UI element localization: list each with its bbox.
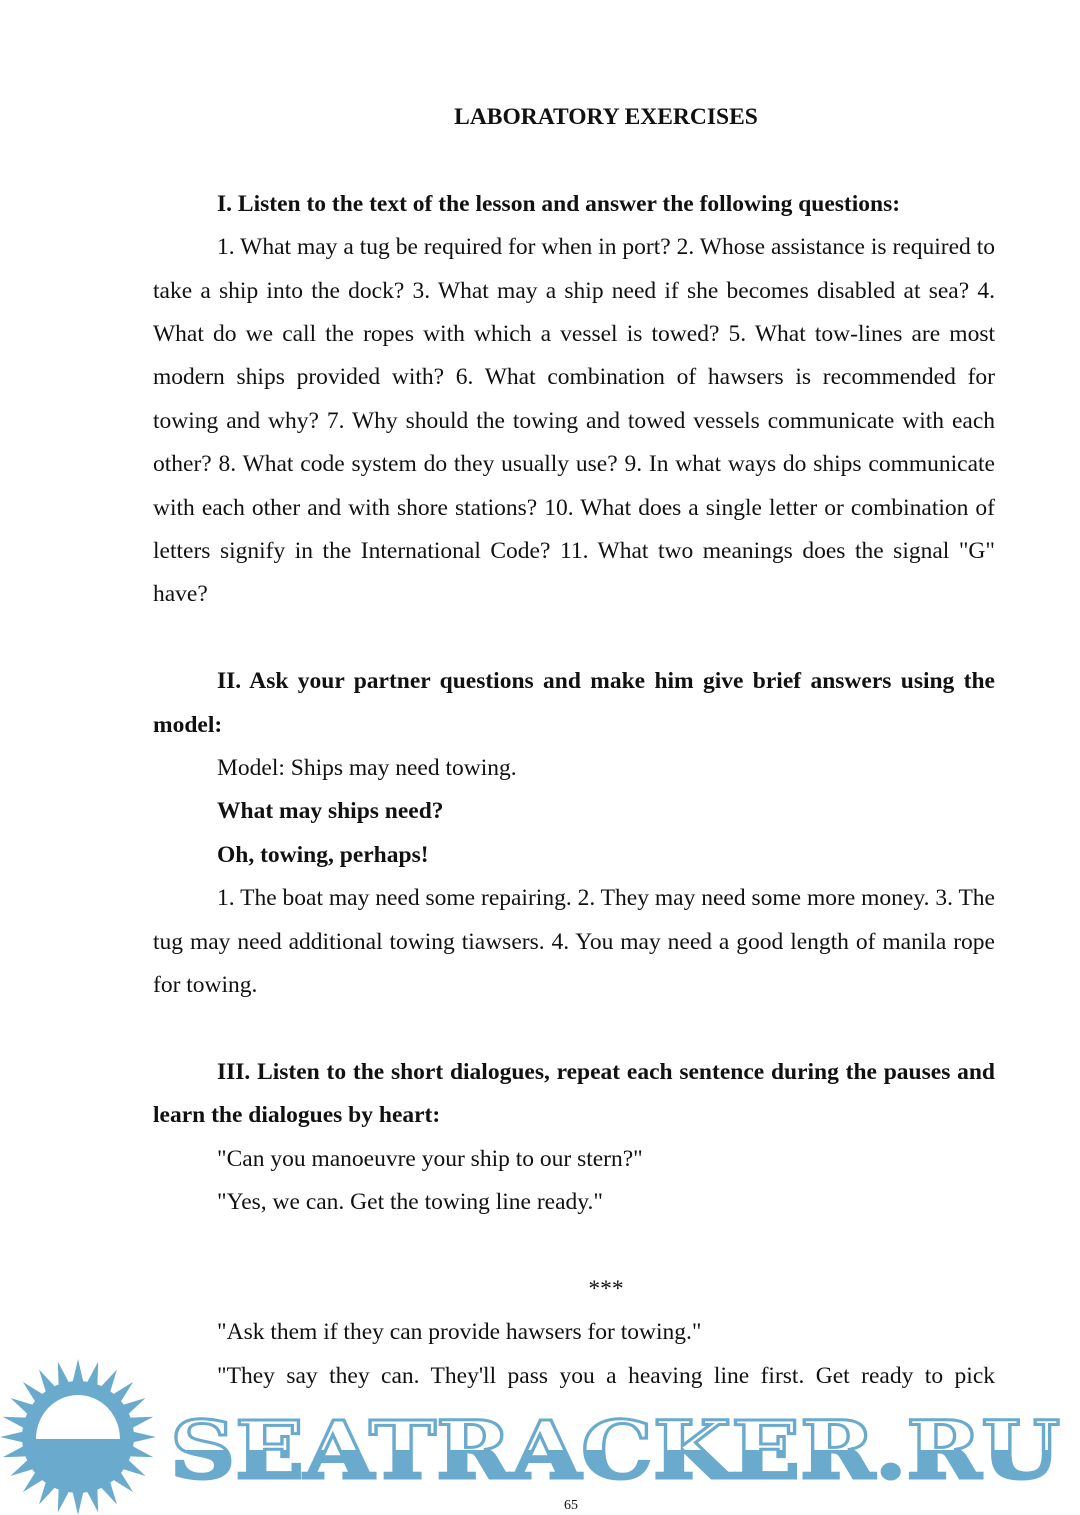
section-1-questions: 1. What may a tug be required for when in port? 2. Whose assistance is required to take a ship into the dock? 3. What may a ship need if she becomes disabled at sea? 4. What do we call the ropes with which a vessel is towed? 5. What tow-lines are most modern ships provided with? 6. What combination of hawsers is recommended for towing and why? 7. Why should the towing and towed vessels communicate with each other? 8. What code system do they usually use? 9. In what ways do ships communicate with each other and with shore stations? 10. What does a single letter or combination of letters signify in the International Code? 11. What two meanings does the signal "G" have? (153, 234, 995, 608)
model-sentence: Model: Ships may need towing. (217, 755, 517, 782)
dialogue-line: "They say they can. They'll pass you a heaving line first. Get ready to pick (217, 1362, 995, 1389)
dialogue-line: "Ask them if they can provide hawsers for towing." (217, 1319, 702, 1346)
section-3-heading: III. Listen to the short dialogues, repeat each sentence during the pauses and learn the dialogues by heart: (153, 1058, 995, 1129)
dialogue-separator: *** (588, 1275, 624, 1302)
page-number: 65 (564, 1498, 578, 1513)
dialogue-line: "Yes, we can. Get the towing line ready." (217, 1189, 603, 1216)
model-question: What may ships need? (217, 798, 444, 825)
seatracker-watermark (0, 1355, 1080, 1515)
document-page (153, 96, 995, 1398)
watermark-text: SEATRACKER.RU (170, 1403, 1060, 1497)
sun-logo-icon (0, 1359, 156, 1515)
section-2-heading: II. Ask your partner questions and make him give brief answers using the model: (153, 668, 995, 738)
model-answer: Oh, towing, perhaps! (217, 841, 429, 868)
section-1-heading: I. Listen to the text of the lesson and answer the following questions: (217, 190, 901, 217)
dialogue-line: "Can you manoeuvre your ship to our stern?" (217, 1145, 643, 1172)
section-2-exercises: 1. The boat may need some repairing. 2. They may need some more money. 3. The tug may need additional towing tiawsers. 4. You may need a good length of manila rope for towing. (153, 885, 995, 999)
page-title: LABORATORY EXERCISES (454, 104, 758, 130)
